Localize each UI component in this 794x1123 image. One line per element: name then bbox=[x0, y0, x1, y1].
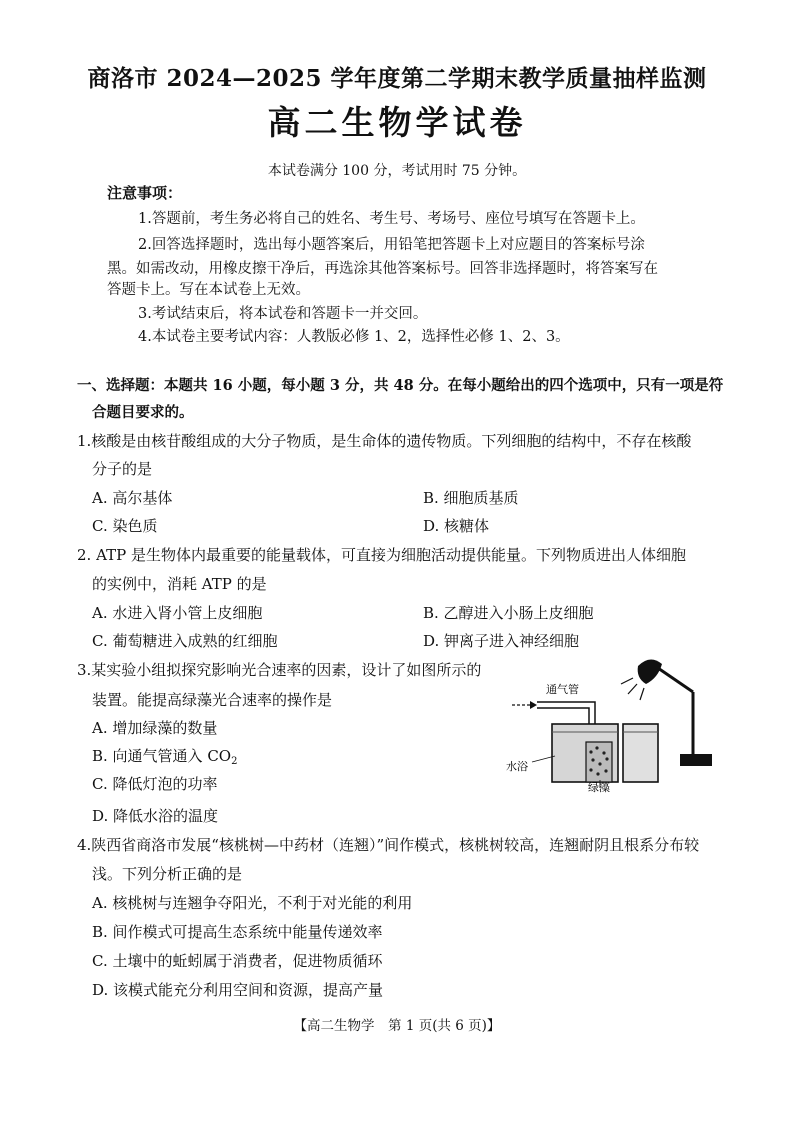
label-vent-tube: 通气管 bbox=[546, 683, 579, 696]
page-footer: 【高二生物学 第 1 页(共 6 页)】 bbox=[293, 1018, 501, 1034]
notice-item-4: 4.本试卷主要考试内容：人教版必修 1、2，选择性必修 1、2、3。 bbox=[138, 329, 570, 345]
q4-option-b: B. 间作模式可提高生态系统中能量传递效率 bbox=[92, 923, 383, 941]
q3-option-b: B. 向通气管通入 $CO_2$ bbox=[92, 747, 238, 767]
notice-item-2-line2: 黑。如需改动，用橡皮擦干净后，再选涂其他答案标号。回答非选择题时，将答案写在 bbox=[107, 261, 658, 277]
q2-stem-line1: 2. ATP 是生物体内最重要的能量载体，可直接为细胞活动提供能量。下列物质进出人体细胞 bbox=[77, 546, 686, 564]
q2-option-b: B. 乙醇进入小肠上皮细胞 bbox=[423, 604, 594, 622]
q1-option-d: D. 核糖体 bbox=[423, 517, 490, 535]
notice-heading: 注意事项： bbox=[107, 184, 183, 202]
q4-stem-line1: 4.陕西省商洛市发展“核桃树—中药材（连翘）”间作模式，核桃树较高，连翘耐阴且根系分布较 bbox=[77, 836, 700, 854]
algae-tube bbox=[586, 742, 612, 782]
q2-option-a: A. 水进入肾小管上皮细胞 bbox=[92, 604, 263, 622]
q4-stem-line2: 浅。下列分析正确的是 bbox=[92, 865, 243, 883]
q1-option-c: C. 染色质 bbox=[92, 517, 158, 535]
q4-option-c: C. 土壤中的蚯蚓属于消费者，促进物质循环 bbox=[92, 952, 383, 970]
q2-option-c: C. 葡萄糖进入成熟的红细胞 bbox=[92, 632, 278, 650]
water-container bbox=[623, 724, 658, 782]
label-algae: 绿藻 bbox=[588, 781, 610, 794]
section-1-heading: 一、选择题：本题共 16 小题，每小题 3 分，共 48 分。在每小题给出的四个选项中，只有一项是符 bbox=[77, 377, 724, 394]
notice-item-1: 1.答题前，考生务必将自己的姓名、考生号、考场号、座位号填写在答题卡上。 bbox=[138, 211, 645, 227]
q3-option-d: D. 降低水浴的温度 bbox=[92, 807, 219, 825]
q3-stem-line2: 装置。能提高绿藻光合速率的操作是 bbox=[92, 691, 333, 709]
q1-stem-line1: 1.核酸是由核苷酸组成的大分子物质，是生命体的遗传物质。下列细胞的结构中，不存在核酸 bbox=[77, 432, 692, 450]
notice-item-2-line3: 答题卡上。写在本试卷上无效。 bbox=[107, 282, 310, 298]
exam-title-line1: 商洛市 2024—2025 学年度第二学期末教学质量抽样监测 bbox=[87, 65, 707, 92]
exam-title-subject: 高二生物学试卷 bbox=[267, 103, 527, 142]
q1-option-a: A. 高尔基体 bbox=[92, 489, 173, 507]
q1-stem-line2: 分子的是 bbox=[92, 460, 153, 478]
notice-item-3: 3.考试结束后，将本试卷和答题卡一并交回。 bbox=[138, 306, 428, 322]
q2-option-d: D. 钾离子进入神经细胞 bbox=[423, 632, 580, 650]
q4-option-d: D. 该模式能充分利用空间和资源，提高产量 bbox=[92, 981, 384, 999]
q3-option-c: C. 降低灯泡的功率 bbox=[92, 775, 218, 793]
q1-option-b: B. 细胞质基质 bbox=[423, 489, 519, 507]
exam-info: 本试卷满分 100 分，考试用时 75 分钟。 bbox=[267, 163, 527, 179]
q2-stem-line2: 的实例中，消耗 ATP 的是 bbox=[92, 575, 267, 593]
label-water-bath: 水浴 bbox=[506, 760, 528, 773]
q4-option-a: A. 核桃树与连翘争夺阳光，不利于对光能的利用 bbox=[92, 894, 413, 912]
photosynthesis-apparatus-figure bbox=[500, 652, 725, 797]
q3-option-a: A. 增加绿藻的数量 bbox=[92, 719, 218, 737]
section-1-heading-cont: 合题目要求的。 bbox=[92, 404, 194, 421]
notice-item-2-line1: 2.回答选择题时，选出每小题答案后，用铅笔把答题卡上对应题目的答案标号涂 bbox=[138, 237, 645, 253]
q3-stem-line1: 3.某实验小组拟探究影响光合速率的因素，设计了如图所示的 bbox=[77, 661, 482, 679]
